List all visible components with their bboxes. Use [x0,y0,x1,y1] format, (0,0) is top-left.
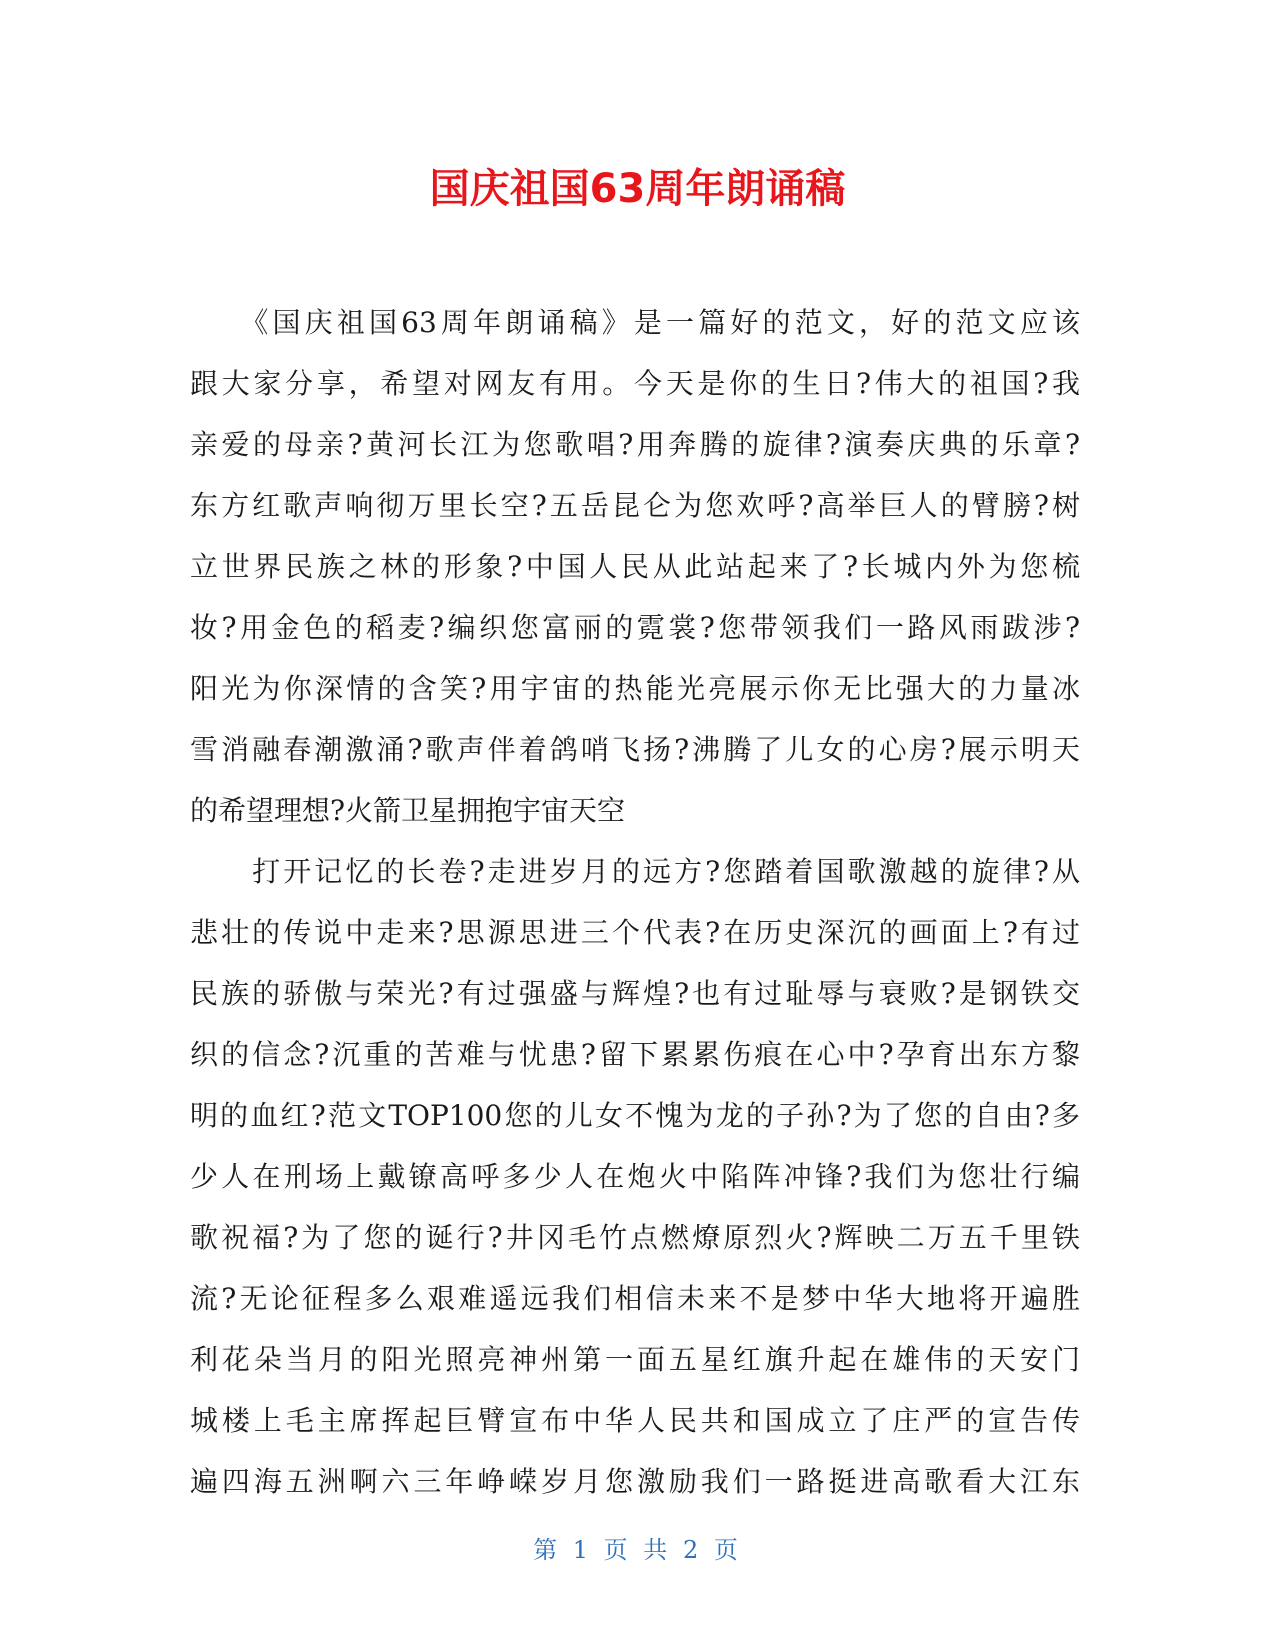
paragraph-1 [190,292,1080,841]
text-line: 跟大家分享，希望对网友有用。今天是你的生日?伟大的祖国?我 [190,367,1080,400]
text-line: 立世界民族之林的形象?中国人民从此站起来了?长城内外为您梳 [190,550,1080,583]
text-line: 亲爱的母亲?黄河长江为您歌唱?用奔腾的旋律?演奏庆典的乐章? [190,428,1080,461]
text-line: 利花朵当月的阳光照亮神州第一面五星红旗升起在雄伟的天安门 [190,1343,1080,1376]
text-line: 阳光为你深情的含笑?用宇宙的热能光亮展示你无比强大的力量冰 [190,672,1080,705]
text-line: 遍四海五洲啊六三年峥嵘岁月您激励我们一路挺进高歌看大江东 [190,1465,1080,1498]
document-body [190,292,1080,1512]
text-line: 明的血红?范文TOP100您的儿女不愧为龙的子孙?为了您的自由?多 [190,1099,1080,1132]
text-line: 城楼上毛主席挥起巨臂宣布中华人民共和国成立了庄严的宣告传 [190,1404,1080,1437]
paragraph-2 [190,841,1080,1512]
text-line: 歌祝福?为了您的诞行?井冈毛竹点燃燎原烈火?辉映二万五千里铁 [190,1221,1080,1254]
page-footer: 第 1 页 共 2 页 [533,1536,742,1564]
text-line: 少人在刑场上戴镣高呼多少人在炮火中陷阵冲锋?我们为您壮行编 [190,1160,1080,1193]
text-line: 妆?用金色的稻麦?编织您富丽的霓裳?您带领我们一路风雨跋涉? [190,611,1080,644]
text-line: 悲壮的传说中走来?思源思进三个代表?在历史深沉的画面上?有过 [190,916,1080,949]
text-line: 的希望理想?火箭卫星拥抱宇宙天空 [190,794,626,827]
text-line: 流?无论征程多么艰难遥远我们相信未来不是梦中华大地将开遍胜 [190,1282,1080,1315]
text-line: 民族的骄傲与荣光?有过强盛与辉煌?也有过耻辱与衰败?是钢铁交 [190,977,1080,1010]
text-line: 织的信念?沉重的苦难与忧患?留下累累伤痕在心中?孕育出东方黎 [190,1038,1080,1071]
text-line: 打开记忆的长卷?走进岁月的远方?您踏着国歌激越的旋律?从 [190,855,1080,888]
text-line: 东方红歌声响彻万里长空?五岳昆仑为您欢呼?高举巨人的臂膀?树 [190,489,1080,522]
text-line: 雪消融春潮激涌?歌声伴着鸽哨飞扬?沸腾了儿女的心房?展示明天 [190,733,1080,766]
text-line: 《国庆祖国63周年朗诵稿》是一篇好的范文，好的范文应该 [190,306,1080,339]
document-title: 国庆祖国63周年朗诵稿 [429,166,846,212]
